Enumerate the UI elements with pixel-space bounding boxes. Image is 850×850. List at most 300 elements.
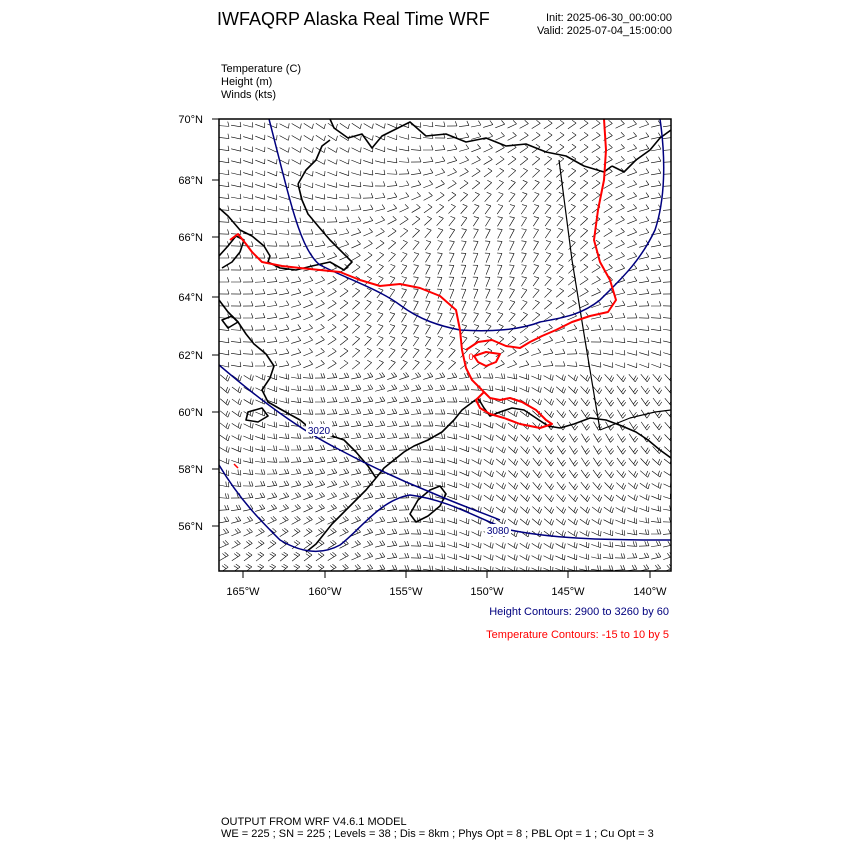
wind-barb (401, 266, 407, 274)
wind-barb (615, 268, 624, 272)
wind-barb-feather (357, 564, 360, 568)
wind-barb-feather (660, 518, 661, 523)
wind-barb-feather (596, 156, 600, 159)
wind-barb (568, 304, 577, 309)
wind-barb (437, 326, 442, 335)
wind-barb-feather (394, 193, 397, 197)
wind-barb (533, 266, 538, 274)
wind-barb-feather (550, 336, 553, 340)
wind-barb-feather (504, 460, 506, 465)
wind-barb (581, 470, 587, 478)
wind-barb-feather (442, 530, 443, 535)
wind-barb-feather (535, 180, 540, 182)
wind-barb-feather (478, 530, 479, 535)
wind-barb-feather (479, 373, 481, 378)
wind-barb-feather (300, 218, 301, 223)
wind-barb-feather (574, 387, 576, 392)
wind-barb-feather (502, 495, 504, 500)
wind-barb (375, 389, 385, 391)
wind-barb-feather (282, 554, 286, 557)
wind-barb (291, 496, 300, 499)
wind-barb (423, 173, 433, 175)
wind-barb-feather (252, 241, 253, 246)
wind-barb (352, 267, 360, 273)
wind-barb-feather (420, 566, 421, 571)
wind-barb-feather (405, 433, 407, 438)
wind-barb-feather (261, 481, 263, 486)
wind-barb-feather (478, 542, 479, 547)
wind-barb (399, 149, 409, 151)
wind-barb-feather (405, 541, 407, 546)
wind-barb (268, 555, 276, 561)
wind-barb-feather (300, 422, 301, 427)
wind-barb (437, 218, 444, 225)
wind-barb-feather (636, 485, 638, 490)
wind-barb-feather (301, 171, 302, 176)
wind-barb-feather (271, 517, 274, 521)
wind-barb-feather (658, 436, 661, 440)
wind-barb-feather (383, 409, 385, 413)
wind-barb-feather (332, 552, 336, 555)
wind-barb (256, 555, 264, 561)
wind-barb-feather (611, 414, 614, 418)
model-info-line2: WE = 225 ; SN = 225 ; Levels = 38 ; Dis = 8km ; Phys Opt = 8 ; PBL Opt = 1 ; Cu Opt = 3 (221, 828, 654, 840)
wind-barb (507, 124, 516, 128)
wind-barb (364, 123, 373, 128)
wind-barb-feather (562, 412, 565, 416)
wind-barb-feather (667, 565, 670, 569)
wind-barb-feather (478, 121, 481, 125)
wind-barb (291, 197, 301, 200)
wind-barb (473, 206, 479, 214)
wind-barb-feather (345, 564, 349, 567)
wind-barb-feather (307, 517, 311, 520)
wind-barb (460, 172, 469, 177)
wind-barb-feather (596, 180, 600, 183)
wind-barb (605, 470, 611, 478)
wind-barb-feather (528, 437, 530, 441)
wind-barb (303, 328, 312, 332)
wind-barb-feather (610, 518, 611, 523)
wind-barb-feather (344, 288, 348, 291)
wind-barb-feather (552, 544, 553, 549)
wind-barb (292, 135, 301, 140)
wind-barb (232, 387, 240, 393)
wind-barb-feather (310, 276, 313, 280)
wind-barb-feather (490, 121, 493, 125)
wind-barb-feather (240, 241, 241, 246)
wind-barb-feather (621, 264, 624, 268)
wind-barb (401, 362, 408, 369)
wind-barb-feather (516, 497, 518, 502)
wind-barb-feather (240, 206, 241, 211)
wind-barb-feather (392, 421, 394, 425)
wind-barb-feather (576, 389, 578, 394)
wind-barb-feather (562, 519, 564, 524)
wind-barb (231, 185, 241, 187)
wind-barb-feather (430, 505, 431, 510)
wind-barb-feather (288, 446, 289, 451)
wind-barb (567, 316, 576, 320)
wind-barb-feather (521, 241, 526, 242)
wind-barb (449, 338, 455, 346)
wind-barb (653, 422, 659, 430)
wind-barb (435, 437, 445, 438)
wind-barb (423, 557, 433, 558)
wind-barb (423, 461, 433, 462)
wind-barb (545, 266, 551, 274)
wind-barb (328, 291, 337, 296)
wind-barb-feather (561, 472, 564, 476)
wind-barb (365, 290, 372, 297)
wind-barb (424, 219, 431, 226)
wind-barb-feather (551, 497, 553, 501)
wind-barb-feather (416, 397, 418, 401)
wind-barb-feather (546, 216, 551, 217)
wind-barb (399, 196, 409, 199)
wind-barb (412, 207, 421, 212)
wind-barb (448, 206, 455, 213)
wind-barb (507, 364, 516, 368)
wind-barb-feather (240, 388, 242, 393)
wind-barb-feather (308, 528, 312, 531)
wind-barb-feather (311, 445, 313, 450)
wind-barb (363, 532, 372, 535)
wind-barb-feather (275, 481, 277, 485)
wind-barb (437, 230, 443, 238)
wind-barb-feather (370, 373, 373, 377)
wind-barb (340, 315, 348, 321)
wind-barb-feather (564, 376, 565, 381)
wind-barb-feather (393, 216, 397, 219)
wind-barb-feather (529, 387, 530, 392)
wind-barb-feather (502, 483, 504, 488)
wind-barb-feather (238, 470, 239, 475)
wind-barb-feather (450, 229, 455, 230)
wind-barb (508, 147, 516, 152)
wind-barb (651, 545, 661, 546)
wind-barb-feather (453, 168, 456, 172)
wind-barb-feather (525, 348, 528, 352)
alaska-peninsula (306, 478, 376, 552)
wind-barb (627, 208, 636, 212)
wind-barb (387, 401, 397, 403)
wind-barb-feather (612, 338, 613, 343)
wind-barb-feather (344, 300, 348, 303)
wind-barb (243, 137, 253, 140)
wind-barb (243, 354, 253, 355)
wind-barb (521, 182, 528, 189)
wind-barb-feather (576, 376, 578, 381)
wind-barb-feather (334, 469, 337, 473)
wind-barb (426, 277, 430, 286)
wind-barb-feather (485, 289, 490, 290)
wind-barb-feather (550, 554, 551, 559)
wind-barb-feather (372, 170, 373, 175)
wind-barb-feather (538, 386, 539, 391)
wind-barb (615, 148, 624, 152)
wind-barb (339, 413, 349, 414)
wind-barb-feather (360, 147, 361, 152)
wind-barb-feather (673, 483, 674, 488)
wind-barb (267, 234, 277, 235)
wind-barb-feather (380, 397, 383, 401)
wind-barb-feather (610, 495, 612, 500)
wind-barb-feather (275, 337, 277, 342)
wind-barb-feather (417, 469, 418, 474)
wind-barb (435, 557, 445, 559)
wind-barb-feather (417, 192, 420, 196)
wind-barb-feather (343, 517, 346, 521)
wind-barb-feather (450, 325, 455, 326)
wind-barb-feather (583, 216, 587, 218)
wind-barb-feather (240, 338, 241, 343)
wind-barb (219, 353, 229, 355)
wind-barb (498, 290, 503, 299)
wind-barb (508, 159, 516, 165)
wind-barb-feather (402, 265, 407, 266)
wind-barb-feather (499, 192, 504, 194)
wind-barb (651, 125, 661, 127)
wind-barb-feather (300, 374, 301, 379)
wind-barb-feather (498, 312, 503, 314)
wind-barb (267, 462, 277, 463)
wind-barb-feather (564, 389, 566, 394)
wind-barb (279, 497, 289, 500)
wind-barb-feather (358, 469, 361, 473)
wind-barb-feather (416, 204, 420, 207)
wind-barb (627, 306, 637, 307)
wind-barb (387, 521, 397, 522)
wind-barb (617, 398, 622, 406)
wind-barb (411, 173, 421, 174)
wind-barb (568, 195, 575, 202)
wind-barb-feather (622, 376, 625, 380)
wind-barb-feather (258, 554, 262, 557)
wind-barb-feather (550, 472, 553, 476)
wind-barb-feather (344, 336, 348, 339)
wind-barb-feather (660, 461, 662, 466)
wind-barb-feather (488, 168, 492, 171)
wind-barb (219, 197, 229, 198)
wind-barb-feather (646, 518, 647, 523)
wind-barb-feather (380, 481, 382, 485)
wind-barb (340, 148, 349, 153)
wind-barb-feather (407, 457, 409, 462)
wind-barb-feather (356, 445, 358, 449)
lon-label: 165°W (226, 586, 260, 598)
wind-barb-feather (404, 385, 407, 389)
wind-barb (375, 437, 385, 438)
wind-barb-feather (240, 470, 241, 475)
wind-barb-feather (384, 123, 385, 128)
wind-barb-feather (275, 469, 277, 474)
wind-barb (304, 160, 313, 165)
wind-barb-feather (282, 566, 286, 569)
wind-barb-feather (428, 373, 431, 377)
wind-barb (388, 243, 396, 250)
wind-barb (557, 266, 564, 273)
wind-barb (375, 533, 385, 535)
wind-barb-feather (585, 288, 589, 291)
wind-barb-feather (299, 253, 301, 258)
wind-barb-feather (574, 484, 577, 488)
wind-barb (255, 221, 265, 223)
wind-barb (459, 149, 469, 152)
wind-barb-feather (324, 217, 325, 222)
wind-barb-feather (403, 240, 408, 242)
wind-barb (557, 470, 563, 478)
wind-barb (617, 410, 622, 419)
wind-barb (425, 338, 431, 346)
wind-barb (279, 425, 289, 427)
wind-barb (315, 257, 325, 260)
wind-barb-feather (586, 507, 588, 512)
wind-barb-feather (235, 541, 239, 544)
wind-barb-feather (516, 520, 518, 525)
wind-barb (533, 446, 539, 454)
wind-barb-feather (357, 516, 360, 520)
wind-barb (486, 241, 490, 250)
wind-barb-feather (659, 277, 661, 282)
wind-barb-feather (450, 216, 455, 218)
wind-barb-feather (660, 472, 662, 477)
wind-barb-feather (646, 205, 649, 209)
wind-barb (651, 496, 660, 500)
wind-barb-feather (240, 482, 241, 487)
wind-barb-feather (249, 481, 251, 486)
wind-barb-feather (524, 132, 528, 135)
wind-barb (219, 498, 229, 499)
wind-barb (651, 509, 661, 512)
wind-barb-feather (272, 493, 275, 497)
wind-barb-feather (490, 495, 491, 500)
wind-barb (545, 494, 552, 501)
wind-barb-feather (586, 519, 587, 524)
wind-barb-feather (474, 325, 479, 326)
wind-barb-feather (323, 445, 325, 450)
wind-barb-feather (528, 544, 529, 549)
wind-barb-feather (559, 276, 563, 278)
temperature-contour-0b (466, 119, 616, 350)
wind-barb-feather (658, 376, 661, 380)
wind-barb (627, 364, 636, 367)
wind-barb (316, 160, 325, 165)
wind-barb-feather (332, 360, 336, 363)
wind-barb-feather (611, 474, 614, 478)
wind-barb (459, 496, 468, 500)
wind-barb-feather (311, 229, 313, 234)
wind-barb (375, 173, 385, 174)
wind-barb-feather (360, 182, 361, 187)
wind-barb-feather (562, 496, 564, 500)
wind-barb (544, 123, 552, 128)
wind-barb-feather (246, 566, 250, 569)
wind-barb-feather (599, 390, 602, 394)
wind-barb-feather (390, 313, 395, 314)
wind-barb (461, 206, 468, 213)
wind-barb (267, 425, 277, 428)
wind-barb (545, 446, 551, 454)
wind-barb-feather (372, 135, 373, 140)
wind-barb-feather (504, 436, 505, 441)
wind-barb-feather (502, 471, 504, 476)
wind-barb-feather (344, 457, 346, 461)
wind-barb (291, 485, 301, 487)
wind-barb-feather (419, 169, 421, 173)
wind-barb (581, 410, 587, 418)
wind-barb-feather (550, 411, 552, 415)
wind-barb-feather (392, 409, 394, 413)
wind-barb-feather (418, 385, 421, 389)
wind-barb (533, 470, 539, 478)
wind-barb-feather (500, 156, 504, 159)
wind-barb (363, 437, 373, 438)
wind-barb-feather (621, 553, 622, 558)
wind-barb-feather (574, 519, 576, 524)
wind-barb-feather (539, 462, 542, 466)
wind-barb-feather (585, 472, 588, 476)
wind-barb-feather (633, 192, 636, 196)
wind-barb-feather (534, 192, 539, 194)
seward-peninsula (219, 184, 352, 270)
wind-barb-feather (587, 402, 590, 406)
wind-barb-feather (611, 390, 614, 394)
wind-barb-feather (300, 398, 301, 403)
wind-barb (473, 314, 478, 323)
wind-barb-feather (347, 409, 349, 414)
wind-barb-feather (634, 530, 635, 535)
wind-barb-feather (609, 252, 613, 255)
wind-barb (268, 543, 276, 549)
wind-barb-feather (358, 504, 361, 508)
wind-barb (580, 267, 588, 273)
wind-barb-feather (226, 517, 228, 521)
wind-barb-feather (596, 264, 600, 267)
wind-barb-feather (571, 240, 576, 242)
wind-barb-feather (551, 486, 554, 490)
wind-barb-feather (417, 433, 419, 438)
wind-barb-feather (276, 206, 277, 211)
wind-barb-feather (576, 362, 577, 367)
wind-barb-feather (526, 495, 528, 499)
wind-barb (532, 123, 541, 128)
wind-barb-feather (441, 397, 443, 402)
wind-barb-feather (441, 421, 442, 426)
wind-barb (508, 352, 517, 357)
wind-barb (351, 185, 361, 187)
wind-barb-feather (240, 376, 241, 381)
wind-barb-feather (430, 493, 431, 498)
wind-barb-feather (452, 192, 456, 195)
wind-barb-feather (346, 229, 349, 233)
wind-barb-feather (420, 553, 421, 558)
wind-barb (521, 206, 527, 214)
wind-barb-feather (348, 147, 349, 152)
wind-barb-feather (442, 373, 445, 377)
wind-barb-feather (540, 388, 541, 393)
wind-barb-feather (646, 483, 647, 488)
wind-barb-feather (272, 540, 276, 543)
wind-barb-feather (380, 565, 383, 569)
wind-barb-feather (308, 564, 312, 567)
wind-barb-feather (516, 374, 517, 379)
wind-barb-feather (403, 373, 406, 377)
wind-barb-feather (404, 228, 408, 231)
wind-barb (375, 209, 385, 212)
wind-barb-feather (262, 457, 263, 462)
wind-barb (472, 520, 481, 525)
